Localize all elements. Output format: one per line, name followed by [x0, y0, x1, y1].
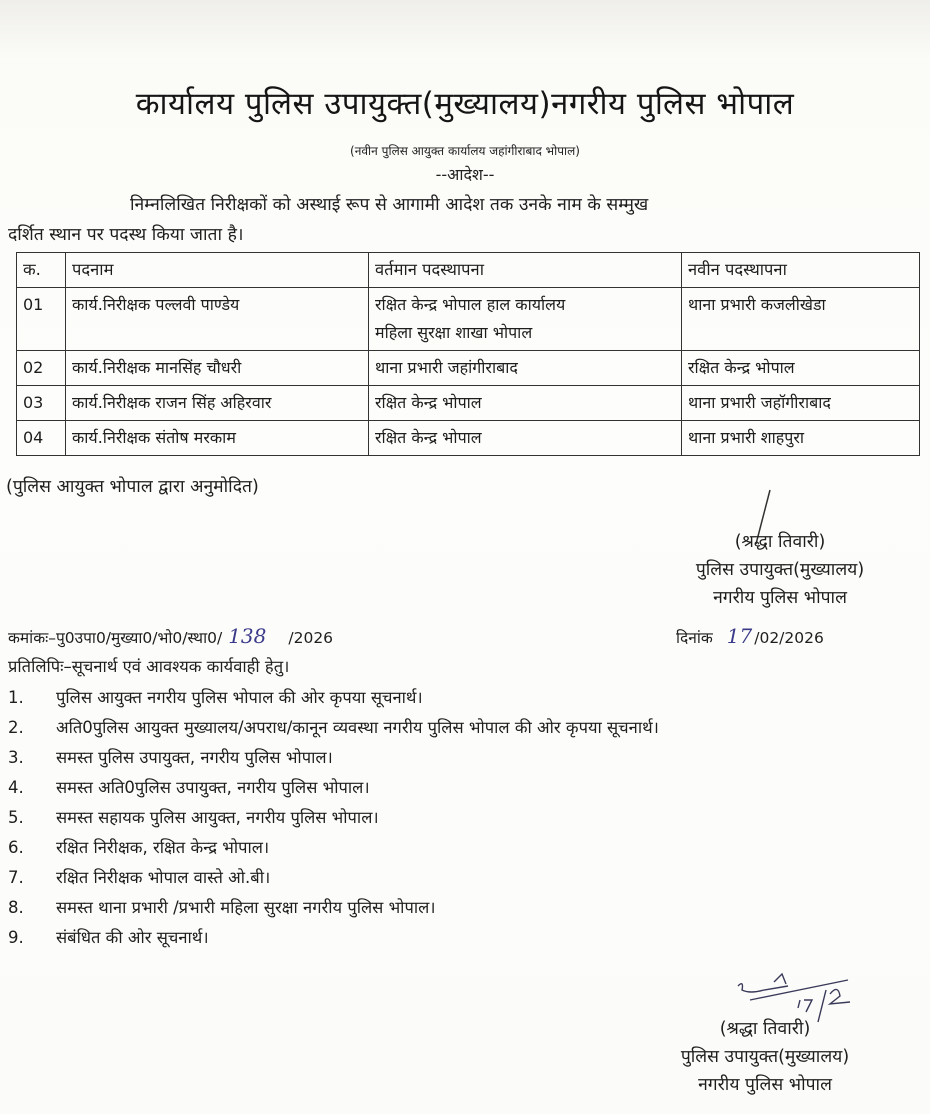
cell-designation: कार्य.निरीक्षक पल्लवी पाण्डेय	[66, 288, 369, 351]
date-block	[676, 624, 824, 648]
cell-sno: 01	[17, 288, 66, 351]
list-item: 5. समस्त सहायक पुलिस आयुक्त, नगरीय पुलिस भोपाल।	[8, 808, 379, 827]
cell-designation: कार्य.निरीक्षक मानसिंह चौधरी	[66, 351, 369, 386]
signature-block-top	[640, 528, 920, 612]
table-row	[17, 288, 920, 351]
intro-paragraph	[8, 190, 928, 250]
reference-prefix: कमांकः–पु0उपा0/मुख्या0/भो0/स्था0/	[8, 629, 223, 647]
approval-note: (पुलिस आयुक्त भोपाल द्वारा अनुमोदित)	[6, 477, 259, 497]
cell-current-posting: रक्षित केन्द्र भोपाल	[369, 386, 682, 421]
current-posting-line-2: महिला सुरक्षा शाखा भोपाल	[375, 323, 533, 342]
signatory-name: (श्रद्धा तिवारी)	[719, 1019, 811, 1039]
posting-table	[16, 252, 920, 456]
header-current-posting: वर्तमान पदस्थापना	[369, 253, 682, 288]
list-item: 1. पुलिस आयुक्त नगरीय पुलिस भोपाल की ओर कृपया सूचनार्थ।	[8, 688, 423, 707]
reference-year: /2026	[288, 629, 334, 647]
intro-line-2: दर्शित स्थान पर पदस्थ किया जाता है।	[8, 225, 244, 245]
signature-block-bottom	[620, 1015, 910, 1099]
cell-new-posting: रक्षित केन्द्र भोपाल	[682, 351, 920, 386]
header-new-posting: नवीन पदस्थापना	[682, 253, 920, 288]
date-label: दिनांक	[676, 629, 713, 647]
distribution-list	[8, 683, 908, 953]
date-rest: /02/2026	[754, 629, 824, 647]
reference-number: 138	[228, 624, 267, 648]
list-item: 2. अति0पुलिस आयुक्त मुख्यालय/अपराध/कानून व्यवस्था नगरीय पुलिस भोपाल की ओर कृपया सूचनार्थ।	[8, 718, 659, 737]
cell-designation: कार्य.निरीक्षक राजन सिंह अहिरवार	[66, 386, 369, 421]
cell-current-posting: थाना प्रभारी जहांगीराबाद	[369, 351, 682, 386]
list-item: 9. संबंधित की ओर सूचनार्थ।	[8, 928, 209, 947]
cell-sno: 02	[17, 351, 66, 386]
list-item: 7. रक्षित निरीक्षक भोपाल वास्ते ओ.बी।	[8, 868, 271, 887]
order-heading: --आदेश--	[435, 165, 495, 184]
list-item: 3. समस्त पुलिस उपायुक्त, नगरीय पुलिस भोपाल।	[8, 748, 333, 767]
intro-line-1: निम्नलिखित निरीक्षकों को अस्थाई रूप से आगामी आदेश तक उनके नाम के सम्मुख	[130, 195, 649, 215]
table-row	[17, 351, 920, 386]
signatory-designation: पुलिस उपायुक्त(मुख्यालय)	[695, 560, 865, 580]
signatory-name: (श्रद्धा तिवारी)	[734, 532, 826, 552]
current-posting-line-1: रक्षित केन्द्र भोपाल हाल कार्यालय	[375, 295, 566, 314]
cell-new-posting: थाना प्रभारी जहॉगीराबाद	[682, 386, 920, 421]
cell-current-posting	[369, 288, 682, 351]
copy-to-heading: प्रतिलिपिः–सूचनार्थ एवं आवश्यक कार्यवाही हेतु।	[8, 657, 290, 676]
list-item: 8. समस्त थाना प्रभारी /प्रभारी महिला सुरक्षा नगरीय पुलिस भोपाल।	[8, 898, 436, 917]
signatory-office: नगरीय पुलिस भोपाल	[698, 1075, 832, 1095]
office-subtitle: (नवीन पुलिस आयुक्त कार्यालय जहांगीराबाद भोपाल)	[350, 144, 580, 158]
cell-new-posting: थाना प्रभारी कजलीखेडा	[682, 288, 920, 351]
office-title: कार्यालय पुलिस उपायुक्त(मुख्यालय)नगरीय पुलिस भोपाल	[135, 86, 795, 122]
cell-new-posting: थाना प्रभारी शाहपुरा	[682, 421, 920, 456]
list-item: 4. समस्त अति0पुलिस उपायुक्त, नगरीय पुलिस भोपाल।	[8, 778, 370, 797]
table-header-row	[17, 253, 920, 288]
list-item: 6. रक्षित निरीक्षक, रक्षित केन्द्र भोपाल।	[8, 838, 270, 857]
table-row	[17, 421, 920, 456]
cell-designation: कार्य.निरीक्षक संतोष मरकाम	[66, 421, 369, 456]
header-designation: पदनाम	[66, 253, 369, 288]
table-row	[17, 386, 920, 421]
cell-sno: 04	[17, 421, 66, 456]
date-day: 17	[726, 624, 753, 648]
cell-sno: 03	[17, 386, 66, 421]
cell-current-posting: रक्षित केन्द्र भोपाल	[369, 421, 682, 456]
header-sno: क.	[17, 253, 66, 288]
signatory-office: नगरीय पुलिस भोपाल	[713, 588, 847, 608]
signatory-designation: पुलिस उपायुक्त(मुख्यालय)	[680, 1047, 850, 1067]
